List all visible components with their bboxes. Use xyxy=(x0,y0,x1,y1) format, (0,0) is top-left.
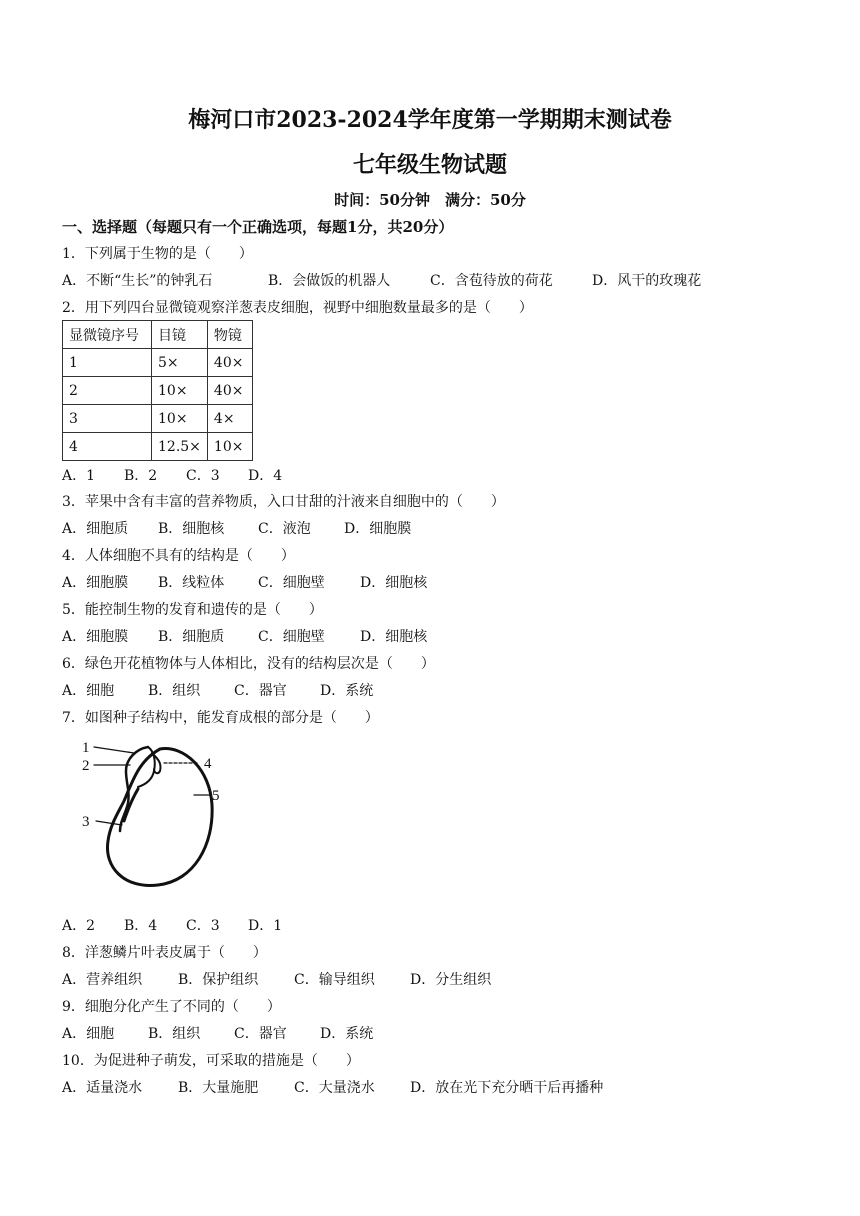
option: D．放在光下充分晒干后再播种 xyxy=(410,1080,604,1096)
option: D．系统 xyxy=(320,1026,374,1042)
option: D．1 xyxy=(248,918,283,934)
table-cell: 3 xyxy=(63,405,152,433)
option: B．细胞核 xyxy=(158,521,225,537)
table-cell: 10× xyxy=(207,433,252,461)
option: D．系统 xyxy=(320,683,374,699)
option-row xyxy=(62,626,427,646)
question-stem: 1．下列属于生物的是（ ） xyxy=(62,246,253,262)
option: C．含苞待放的荷花 xyxy=(430,273,553,289)
question-stem: 7．如图种子结构中，能发育成根的部分是（ ） xyxy=(62,710,379,726)
question-stem: 5．能控制生物的发育和遗传的是（ ） xyxy=(62,602,323,618)
exam-subtitle: 七年级生物试题 xyxy=(352,152,507,178)
option: C．大量浇水 xyxy=(294,1080,375,1096)
option: C．液泡 xyxy=(258,521,311,537)
option: A．2 xyxy=(62,918,96,934)
leader-line-3 xyxy=(96,821,122,825)
exam-meta: 时间：50分钟 满分：50分 xyxy=(334,191,526,209)
microscope-table xyxy=(62,320,253,461)
table-row xyxy=(63,349,253,377)
table-header-cell: 显微镜序号 xyxy=(63,321,152,349)
table-cell: 10× xyxy=(152,405,208,433)
table-row xyxy=(63,405,253,433)
option: B．线粒体 xyxy=(158,575,225,591)
option: C．3 xyxy=(186,468,220,484)
table-row xyxy=(63,377,253,405)
seed-label-5: 5 xyxy=(212,788,220,804)
question-stem: 9．细胞分化产生了不同的（ ） xyxy=(62,999,281,1015)
option: D．细胞膜 xyxy=(344,521,412,537)
option: B．会做饭的机器人 xyxy=(268,273,391,289)
option: A．1 xyxy=(62,468,96,484)
section-heading: 一、选择题（每题只有一个正确选项，每题1分，共20分） xyxy=(62,218,454,236)
option: A．细胞膜 xyxy=(62,629,129,645)
seed-label-3: 3 xyxy=(82,814,90,830)
question-stem: 6．绿色开花植物体与人体相比，没有的结构层次是（ ） xyxy=(62,656,435,672)
option-row xyxy=(62,969,491,989)
question-stem: 2．用下列四台显微镜观察洋葱表皮细胞，视野中细胞数量最多的是（ ） xyxy=(62,300,533,316)
option: A．细胞 xyxy=(62,683,115,699)
option-row xyxy=(62,465,282,485)
table-cell: 2 xyxy=(63,377,152,405)
option: B．保护组织 xyxy=(178,972,259,988)
option: C．器官 xyxy=(234,1026,287,1042)
option: C．器官 xyxy=(234,683,287,699)
option: D．分生组织 xyxy=(410,972,492,988)
option: D．细胞核 xyxy=(360,575,428,591)
option: A．细胞质 xyxy=(62,521,129,537)
exam-title: 梅河口市2023-2024学年度第一学期期末测试卷 xyxy=(188,107,672,133)
option: C．细胞壁 xyxy=(258,575,325,591)
table-row xyxy=(63,433,253,461)
seed-label-1: 1 xyxy=(82,740,90,756)
option-row xyxy=(62,270,701,290)
seed-label-2: 2 xyxy=(82,758,90,774)
table-cell: 12.5× xyxy=(152,433,208,461)
question-stem: 8．洋葱鳞片叶表皮属于（ ） xyxy=(62,945,267,961)
table-cell: 10× xyxy=(152,377,208,405)
question-stem: 4．人体细胞不具有的结构是（ ） xyxy=(62,548,295,564)
option: D．风干的玫瑰花 xyxy=(592,273,702,289)
option: B．组织 xyxy=(148,1026,201,1042)
table-header-cell: 物镜 xyxy=(207,321,252,349)
seed-label-4: 4 xyxy=(204,756,212,772)
table-header-cell: 目镜 xyxy=(152,321,208,349)
option-row xyxy=(62,680,373,700)
option-row xyxy=(62,915,282,935)
table-cell: 4× xyxy=(207,405,252,433)
option: C．3 xyxy=(186,918,220,934)
option: C．细胞壁 xyxy=(258,629,325,645)
option: B．细胞质 xyxy=(158,629,225,645)
option: D．4 xyxy=(248,468,283,484)
option: B．2 xyxy=(124,468,158,484)
table-cell: 40× xyxy=(207,349,252,377)
option: D．细胞核 xyxy=(360,629,428,645)
option: A．细胞膜 xyxy=(62,575,129,591)
question-stem: 10．为促进种子萌发，可采取的措施是（ ） xyxy=(62,1053,360,1069)
table-cell: 5× xyxy=(152,349,208,377)
option: A．细胞 xyxy=(62,1026,115,1042)
option: B．大量施肥 xyxy=(178,1080,259,1096)
table-cell: 40× xyxy=(207,377,252,405)
option: A．营养组织 xyxy=(62,972,143,988)
option: B．4 xyxy=(124,918,158,934)
option: A．适量浇水 xyxy=(62,1080,143,1096)
option-row xyxy=(62,572,427,592)
question-stem: 3．苹果中含有丰富的营养物质，入口甘甜的汁液来自细胞中的（ ） xyxy=(62,494,505,510)
option-row xyxy=(62,1023,373,1043)
option: B．组织 xyxy=(148,683,201,699)
table-cell: 1 xyxy=(63,349,152,377)
option-row xyxy=(62,1077,603,1097)
seed-structure-figure xyxy=(82,733,242,893)
table-header-row xyxy=(63,321,253,349)
option: C．输导组织 xyxy=(294,972,375,988)
table-cell: 4 xyxy=(63,433,152,461)
option-row xyxy=(62,518,411,538)
option: A．不断“生长”的钟乳石 xyxy=(62,273,213,289)
leader-line-1 xyxy=(94,747,134,753)
